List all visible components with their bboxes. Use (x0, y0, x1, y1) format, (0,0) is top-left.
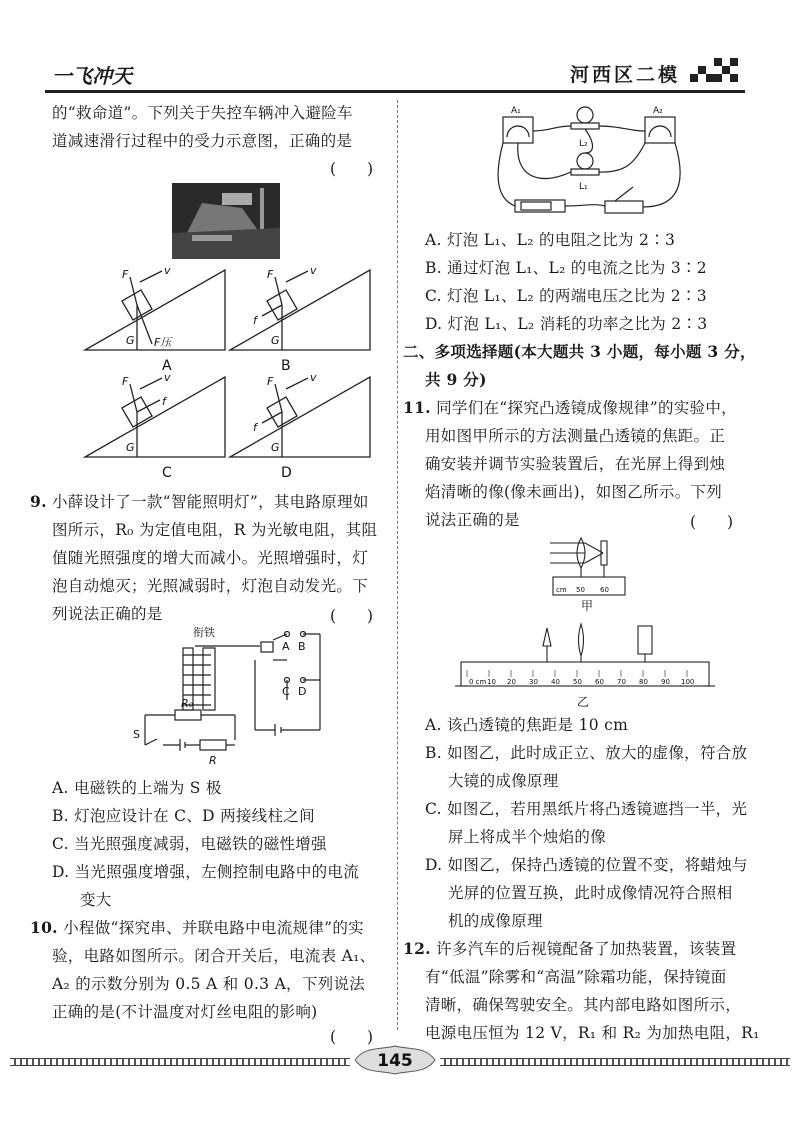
q8-option-d-label: D (281, 465, 292, 481)
q10-choice-c: C. 灯泡 L₁、L₂ 的两端电压之比为 2∶3 (425, 287, 707, 305)
q11-figure-jia (545, 535, 635, 615)
header-checker-icon (690, 56, 742, 90)
q10-line-1: 10. 小程做“探究串、并联电路中电流规律”的实 (30, 918, 364, 937)
svg-text:40: 40 (551, 678, 560, 686)
header-rule (45, 90, 745, 93)
svg-text:70: 70 (617, 678, 626, 686)
q8-option-c-label: C (162, 465, 172, 481)
q11-fig-jia-caption: 甲 (581, 599, 594, 613)
q9-line-1: 9. 小薛设计了一款“智能照明灯”，其电路原理如 (30, 492, 369, 511)
q11-line-2: 用如图甲所示的方法测量凸透镜的焦距。正 (425, 427, 726, 445)
q9-answer-paren: ( ) (330, 607, 374, 625)
footer-border-right (440, 1058, 790, 1066)
q9-choice-d-cont: 变大 (80, 891, 112, 909)
q11-choice-c: C. 如图乙，若用黑纸片将凸透镜遮挡一半，光 (425, 800, 748, 818)
q10-answer-paren: ( ) (330, 1028, 374, 1046)
q11-figure-yi (455, 620, 715, 720)
q10-choice-d: D. 灯泡 L₁、L₂ 消耗的功率之比为 2∶3 (425, 315, 708, 333)
svg-text:F: F (267, 268, 274, 281)
svg-text:100: 100 (681, 678, 695, 686)
svg-text:30: 30 (529, 678, 538, 686)
q11-line-3: 确安装并调节实验装置后，在光屏上得到烛 (425, 455, 726, 473)
q8-answer-paren: ( ) (330, 160, 374, 178)
svg-text:20: 20 (507, 678, 516, 686)
q11-line-1: 11. 同学们在“探究凸透镜成像规律”的实验中， (403, 398, 737, 417)
q9-choice-c: C. 当光照强度减弱，电磁铁的磁性增强 (52, 835, 327, 853)
q8-force-diagrams (80, 262, 380, 487)
svg-text:f: f (253, 421, 257, 434)
svg-text:S: S (133, 728, 140, 741)
q12-line-3: 清晰，确保驾驶安全。其内部电路如图所示， (425, 996, 742, 1014)
svg-text:G: G (126, 441, 135, 454)
svg-text:10: 10 (487, 678, 496, 686)
svg-text:L₂: L₂ (579, 139, 588, 149)
svg-text:50: 50 (573, 678, 582, 686)
svg-text:A: A (282, 640, 290, 653)
svg-text:F: F (122, 268, 129, 281)
column-divider (397, 100, 398, 1030)
q12-line-4: 电源电压恒为 12 V，R₁ 和 R₂ 为加热电阻，R₁ (425, 1024, 760, 1042)
svg-text:90: 90 (661, 678, 670, 686)
section2-heading-1: 二、多项选择题(本大题共 3 小题，每小题 3 分， (403, 342, 756, 361)
q9-line-4: 泡自动熄灭；光照减弱时，灯泡自动发光。下 (52, 577, 369, 595)
q9-line-2: 图所示，R₀ 为定值电阻，R 为光敏电阻，其阻 (52, 521, 378, 539)
q9-choice-b: B. 灯泡应设计在 C、D 两接线柱之间 (52, 807, 315, 825)
svg-text:60: 60 (595, 678, 604, 686)
q11-choice-d-cont-2: 机的成像原理 (448, 912, 543, 930)
q9-choice-d: D. 当光照强度增强，左侧控制电路中的电流 (52, 863, 360, 881)
svg-text:F: F (267, 375, 274, 388)
q9-line-3: 值随光照强度的增大而减小。光照增强时，灯 (52, 549, 369, 567)
q8-line-1: 的“救命道”。下列关于失控车辆冲入避险车 (52, 104, 353, 122)
svg-text:R: R (209, 754, 217, 767)
svg-text:G: G (271, 441, 280, 454)
q11-choice-a: A. 该凸透镜的焦距是 10 cm (425, 716, 629, 734)
svg-text:v: v (164, 264, 171, 277)
svg-text:G: G (271, 334, 280, 347)
svg-text:80: 80 (639, 678, 648, 686)
svg-text:v: v (310, 264, 317, 277)
q12-line-1: 12. 许多汽车的后视镜配备了加热装置，该装置 (403, 939, 737, 958)
section2-heading-2: 共 9 分) (425, 370, 487, 389)
q8-option-b-label: B (281, 358, 291, 374)
q9-line-5: 列说法正确的是 (52, 605, 163, 623)
svg-text:F: F (122, 375, 129, 388)
q9-choice-a: A. 电磁铁的上端为 S 极 (52, 779, 222, 797)
q11-answer-paren: ( ) (690, 513, 734, 531)
q12-line-2: 有“低温”除雾和“高温”除霜功能，保持镜面 (425, 968, 727, 986)
q10-line-3: A₂ 的示数分别为 0.5 A 和 0.3 A，下列说法 (52, 975, 366, 993)
q11-line-5: 说法正确的是 (425, 511, 520, 529)
svg-text:L₁: L₁ (579, 182, 588, 192)
q11-fig-yi-ruler-ticks (467, 670, 687, 677)
footer-border-left (10, 1058, 350, 1066)
svg-text:v: v (164, 371, 171, 384)
svg-text:50: 50 (576, 586, 585, 594)
q10-choice-b: B. 通过灯泡 L₁、L₂ 的电流之比为 3∶2 (425, 259, 707, 277)
svg-text:A₂: A₂ (653, 106, 663, 116)
svg-text:v: v (310, 371, 317, 384)
q10-line-4: 正确的是(不计温度对灯丝电阻的影响) (52, 1003, 318, 1021)
svg-text:60: 60 (600, 586, 609, 594)
q11-choice-b: B. 如图乙，此时成正立、放大的虚像，符合放 (425, 744, 748, 762)
q11-choice-d-cont-1: 光屏的位置互换，此时成像情况符合照相 (448, 884, 733, 902)
q11-choice-b-cont: 大镜的成像原理 (448, 772, 559, 790)
q9-circuit-diagram (125, 620, 335, 770)
svg-text:cm: cm (556, 586, 567, 594)
page-number-badge (350, 1042, 440, 1078)
svg-text:D: D (298, 685, 307, 698)
q11-line-4: 焰清晰的像(像未画出)，如图乙所示。下列 (425, 483, 723, 501)
svg-text:A₁: A₁ (511, 106, 521, 116)
page-number: 145 (377, 1051, 413, 1071)
svg-text:G: G (126, 334, 135, 347)
q11-fig-yi-caption: 乙 (577, 695, 590, 709)
svg-text:衔铁: 衔铁 (193, 626, 215, 639)
q11-choice-d: D. 如图乙，保持凸透镜的位置不变，将蜡烛与 (425, 856, 748, 874)
q10-choice-a: A. 灯泡 L₁、L₂ 的电阻之比为 2∶3 (425, 231, 676, 249)
header-right-title: 河西区二模 (570, 64, 681, 86)
svg-text:F压: F压 (154, 336, 172, 349)
header-left-title: 一飞冲天 (52, 64, 132, 88)
svg-text:0 cm: 0 cm (469, 678, 487, 686)
q8-option-a-label: A (162, 358, 172, 374)
svg-text:B: B (298, 640, 306, 653)
q10-line-2: 验，电路如图所示。闭合开关后，电流表 A₁、 (52, 947, 376, 965)
svg-text:C: C (282, 685, 290, 698)
svg-text:f: f (162, 395, 166, 408)
q8-line-2: 道减速滑行过程中的受力示意图，正确的是 (52, 132, 353, 150)
svg-text:f: f (253, 314, 257, 327)
q8-photo-escape-lane (172, 183, 280, 259)
svg-text:R₀: R₀ (181, 697, 194, 710)
q10-circuit-diagram (495, 103, 700, 221)
q11-choice-c-cont: 屏上将成半个烛焰的像 (448, 828, 607, 846)
